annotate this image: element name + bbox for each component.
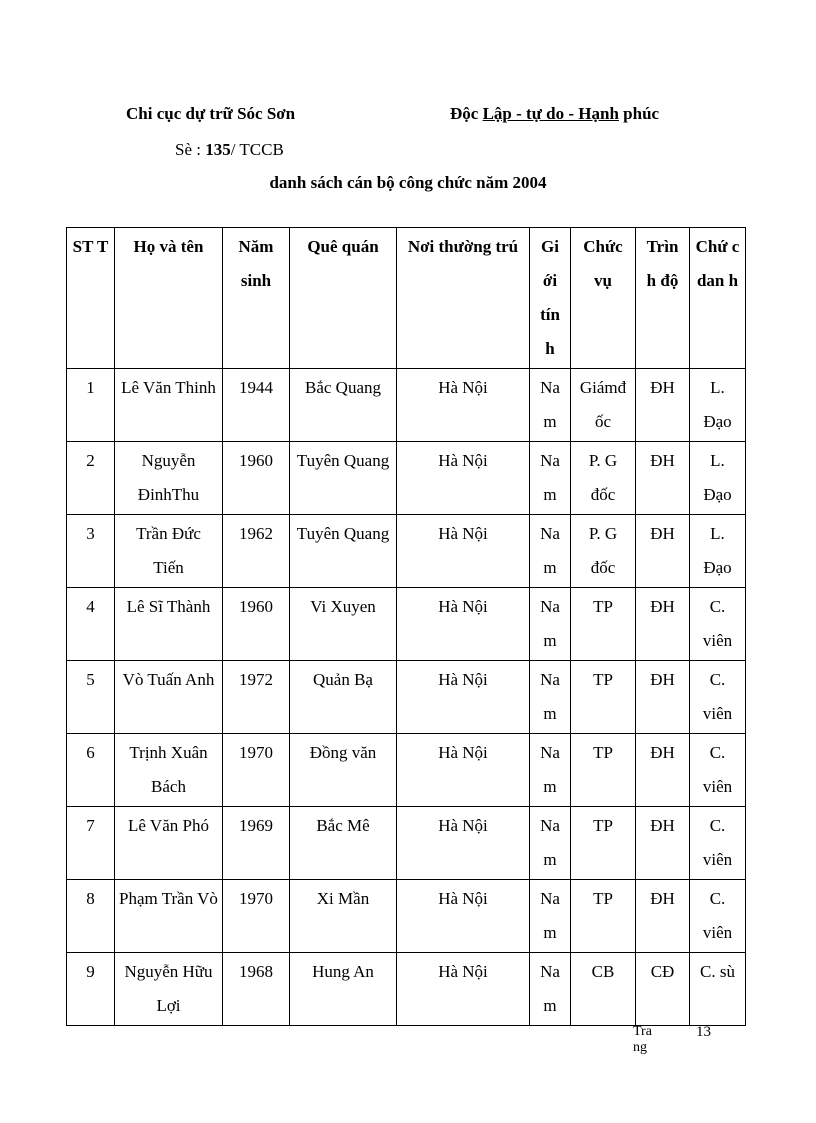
org-name: Chi cục dự trữ Sóc Sơn xyxy=(126,104,296,123)
cell-education: ĐH xyxy=(636,588,690,661)
motto-part1: Độc xyxy=(450,104,483,123)
page-number: 13 xyxy=(696,1024,711,1040)
cell-gender: Na m xyxy=(530,515,571,588)
cell-education: CĐ xyxy=(636,953,690,1026)
cell-position: TP xyxy=(571,661,636,734)
cell-stt: 4 xyxy=(67,588,115,661)
cell-gender: Na m xyxy=(530,369,571,442)
doc-number-value: 135 xyxy=(205,140,231,159)
table-row xyxy=(67,880,746,953)
cell-gender: Na m xyxy=(530,588,571,661)
cell-education: ĐH xyxy=(636,734,690,807)
header-residence: Nơi thường trú xyxy=(397,228,530,369)
cell-title: C. viên xyxy=(690,661,746,734)
staff-table xyxy=(66,227,746,1026)
cell-hometown: Bắc Mê xyxy=(290,807,397,880)
table-row xyxy=(67,953,746,1026)
table-header-row xyxy=(67,228,746,369)
cell-title: L. Đạo xyxy=(690,442,746,515)
cell-stt: 5 xyxy=(67,661,115,734)
cell-residence: Hà Nội xyxy=(397,515,530,588)
cell-title: C. sù xyxy=(690,953,746,1026)
cell-birth-year: 1970 xyxy=(223,734,290,807)
cell-title: C. viên xyxy=(690,880,746,953)
header-education: Trìn h độ xyxy=(636,228,690,369)
header-title: Chứ c dan h xyxy=(690,228,746,369)
cell-birth-year: 1960 xyxy=(223,588,290,661)
cell-education: ĐH xyxy=(636,369,690,442)
cell-hometown: Đồng văn xyxy=(290,734,397,807)
table-row xyxy=(67,807,746,880)
doc-number-suffix: / TCCB xyxy=(230,140,284,159)
page-label: Trang xyxy=(633,1024,652,1055)
cell-education: ĐH xyxy=(636,880,690,953)
cell-birth-year: 1944 xyxy=(223,369,290,442)
cell-gender: Na m xyxy=(530,661,571,734)
cell-gender: Na m xyxy=(530,953,571,1026)
cell-position: Giámđ ốc xyxy=(571,369,636,442)
cell-residence: Hà Nội xyxy=(397,369,530,442)
cell-name: Nguyễn Hữu Lợi xyxy=(115,953,223,1026)
motto-part2: Lập - tự do - Hạnh xyxy=(482,104,619,123)
cell-hometown: Bắc Quang xyxy=(290,369,397,442)
cell-position: CB xyxy=(571,953,636,1026)
header-gender: Gi ới tín h xyxy=(530,228,571,369)
cell-stt: 8 xyxy=(67,880,115,953)
cell-title: C. viên xyxy=(690,807,746,880)
cell-gender: Na m xyxy=(530,734,571,807)
cell-stt: 3 xyxy=(67,515,115,588)
cell-residence: Hà Nội xyxy=(397,442,530,515)
cell-position: TP xyxy=(571,588,636,661)
cell-residence: Hà Nội xyxy=(397,880,530,953)
header-birth-year: Năm sinh xyxy=(223,228,290,369)
table-row xyxy=(67,369,746,442)
cell-name: Nguyễn ĐinhThu xyxy=(115,442,223,515)
cell-title: L. Đạo xyxy=(690,515,746,588)
cell-name: Vò Tuấn Anh xyxy=(115,661,223,734)
cell-gender: Na m xyxy=(530,880,571,953)
table-row xyxy=(67,515,746,588)
table-row xyxy=(67,734,746,807)
cell-residence: Hà Nội xyxy=(397,588,530,661)
cell-education: ĐH xyxy=(636,515,690,588)
cell-birth-year: 1969 xyxy=(223,807,290,880)
doc-number xyxy=(175,140,284,160)
cell-stt: 7 xyxy=(67,807,115,880)
cell-name: Trịnh Xuân Bách xyxy=(115,734,223,807)
cell-birth-year: 1968 xyxy=(223,953,290,1026)
cell-name: Trần Đức Tiến xyxy=(115,515,223,588)
cell-stt: 1 xyxy=(67,369,115,442)
cell-stt: 6 xyxy=(67,734,115,807)
cell-position: P. G đốc xyxy=(571,442,636,515)
cell-birth-year: 1972 xyxy=(223,661,290,734)
table-row xyxy=(67,442,746,515)
document-title: danh sách cán bộ công chức năm 2004 xyxy=(269,173,547,192)
cell-hometown: Vi Xuyen xyxy=(290,588,397,661)
cell-position: P. G đốc xyxy=(571,515,636,588)
cell-stt: 9 xyxy=(67,953,115,1026)
doc-number-prefix: Sè : xyxy=(175,140,206,159)
cell-name: Lê Văn Phó xyxy=(115,807,223,880)
cell-position: TP xyxy=(571,734,636,807)
cell-position: TP xyxy=(571,880,636,953)
cell-residence: Hà Nội xyxy=(397,953,530,1026)
cell-residence: Hà Nội xyxy=(397,661,530,734)
cell-education: ĐH xyxy=(636,442,690,515)
cell-hometown: Tuyên Quang xyxy=(290,515,397,588)
table-row xyxy=(67,588,746,661)
cell-residence: Hà Nội xyxy=(397,734,530,807)
motto xyxy=(450,104,659,124)
cell-position: TP xyxy=(571,807,636,880)
cell-hometown: Quản Bạ xyxy=(290,661,397,734)
cell-hometown: Xi Mần xyxy=(290,880,397,953)
cell-hometown: Hung An xyxy=(290,953,397,1026)
cell-gender: Na m xyxy=(530,807,571,880)
cell-birth-year: 1970 xyxy=(223,880,290,953)
cell-stt: 2 xyxy=(67,442,115,515)
cell-title: C. viên xyxy=(690,588,746,661)
cell-education: ĐH xyxy=(636,661,690,734)
cell-hometown: Tuyên Quang xyxy=(290,442,397,515)
cell-birth-year: 1962 xyxy=(223,515,290,588)
cell-title: L. Đạo xyxy=(690,369,746,442)
cell-name: Lê Sĩ Thành xyxy=(115,588,223,661)
cell-education: ĐH xyxy=(636,807,690,880)
header-position: Chức vụ xyxy=(571,228,636,369)
header-stt: ST T xyxy=(67,228,115,369)
cell-residence: Hà Nội xyxy=(397,807,530,880)
header-name: Họ và tên xyxy=(115,228,223,369)
cell-name: Phạm Trần Vò xyxy=(115,880,223,953)
motto-part3: phúc xyxy=(618,104,660,123)
header-hometown: Quê quán xyxy=(290,228,397,369)
table-row xyxy=(67,661,746,734)
cell-birth-year: 1960 xyxy=(223,442,290,515)
cell-gender: Na m xyxy=(530,442,571,515)
cell-name: Lê Văn Thinh xyxy=(115,369,223,442)
cell-title: C. viên xyxy=(690,734,746,807)
